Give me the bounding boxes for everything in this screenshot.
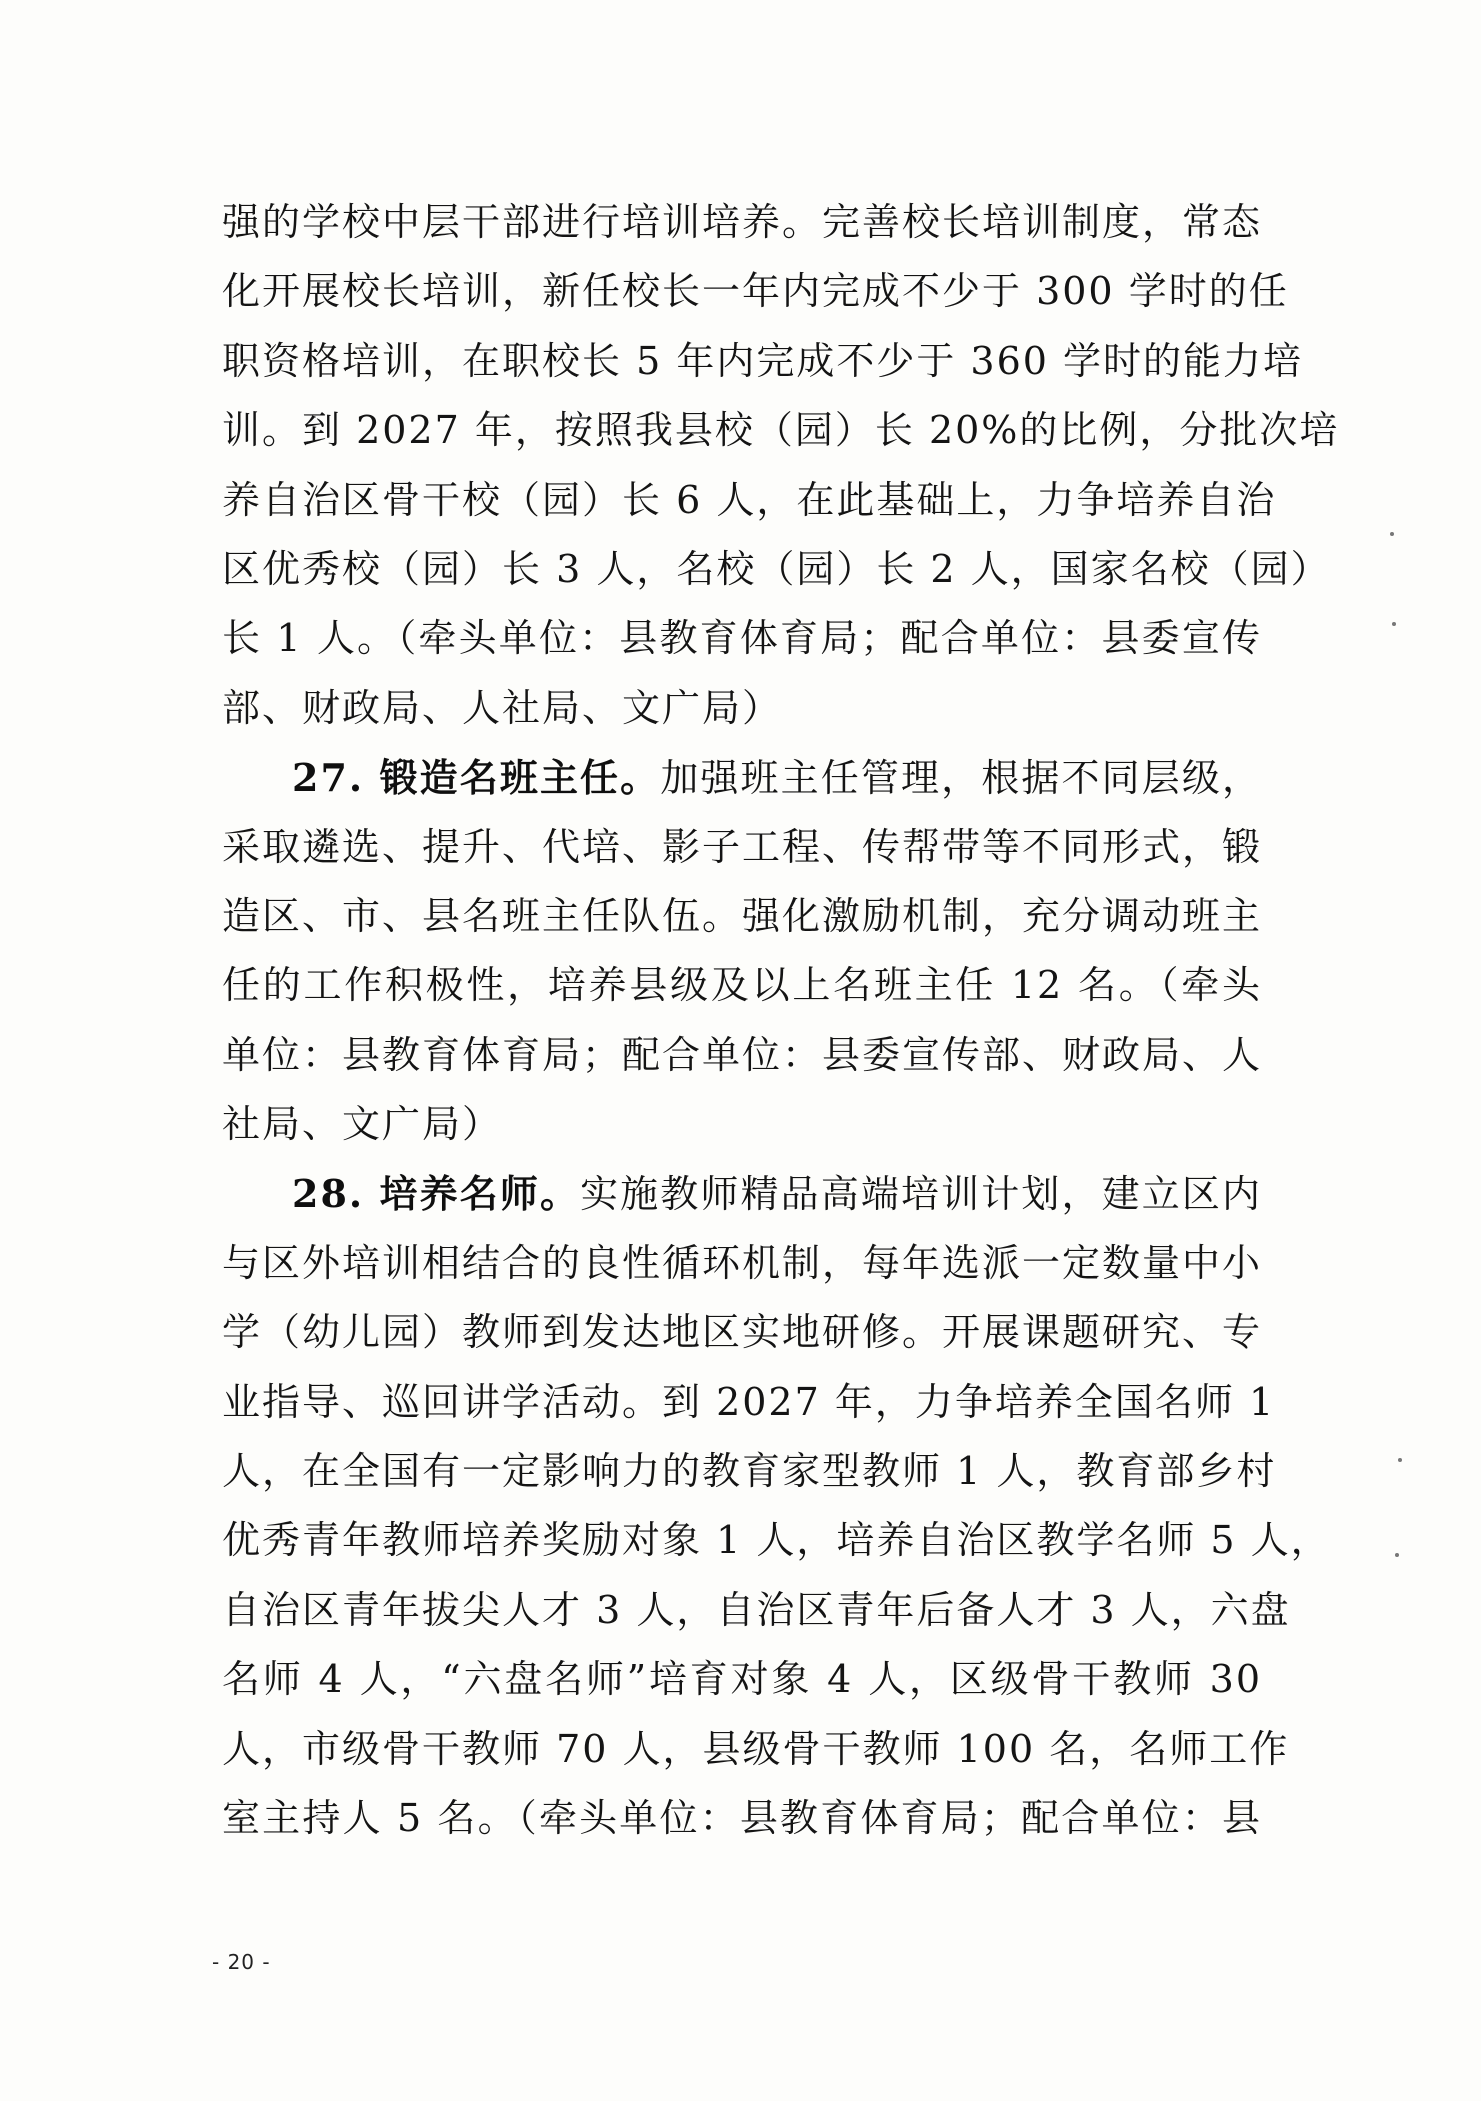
text-line: 长 1 人。（牵头单位：县教育体育局；配合单位：县委宣传 (222, 616, 1262, 661)
text-line: 优秀青年教师培养奖励对象 1 人，培养自治区教学名师 5 人， (222, 1518, 1331, 1563)
text-line: 社局、文广局） (222, 1102, 503, 1147)
text-line: 养自治区骨干校（园）长 6 人，在此基础上，力争培养自治 (222, 477, 1277, 522)
text-line: 强的学校中层干部进行培训培养。完善校长培训制度，常态 (222, 200, 1263, 244)
section-27-first-line (222, 743, 1262, 812)
text-line: 训。到 2027 年，按照我县校（园）长 20%的比例，分批次培 (222, 408, 1340, 453)
text-line: 与区外培训相结合的良性循环机制，每年选派一定数量中小 (222, 1240, 1263, 1285)
scan-speck (1395, 1553, 1399, 1557)
scan-speck (1390, 532, 1394, 536)
text-line: 职资格培训，在职校长 5 年内完成不少于 360 学时的能力培 (222, 338, 1304, 383)
section-28-first-line-text: 实施教师精品高端培训计划，建立区内 (580, 1172, 1262, 1217)
text-line: 区优秀校（园）长 3 人，名校（园）长 2 人，国家名校（园） (222, 546, 1331, 591)
text-line: 造区、市、县名班主任队伍。强化激励机制，充分调动班主 (222, 893, 1263, 938)
section-27-first-line-text: 加强班主任管理，根据不同层级， (660, 756, 1262, 801)
text-line: 人，市级骨干教师 70 人，县级骨干教师 100 名，名师工作 (222, 1726, 1290, 1771)
text-line: 室主持人 5 名。（牵头单位：县教育体育局；配合单位：县 (222, 1795, 1262, 1840)
text-line: 部、财政局、人社局、文广局） (222, 685, 783, 730)
scan-speck (1398, 1458, 1402, 1462)
text-line: 名师 4 人，“六盘名师”培育对象 4 人，区级骨干教师 30 (222, 1657, 1262, 1702)
text-line: 单位：县教育体育局；配合单位：县委宣传部、财政局、人 (222, 1032, 1263, 1077)
text-line: 业指导、巡回讲学活动。到 2027 年，力争培养全国名师 1 (222, 1379, 1276, 1424)
body-text (222, 188, 1340, 1853)
text-line: 化开展校长培训，新任校长一年内完成不少于 300 学时的任 (222, 269, 1289, 314)
text-line: 学（幼儿园）教师到发达地区实地研修。开展课题研究、专 (222, 1310, 1263, 1355)
section-28-heading: 28. 培养名师。 (292, 1171, 581, 1217)
text-line: 自治区青年拔尖人才 3 人，自治区青年后备人才 3 人，六盘 (222, 1587, 1291, 1632)
text-line: 任的工作积极性，培养县级及以上名班主任 12 名。（牵头 (222, 963, 1262, 1008)
section-27-heading: 27. 锻造名班主任。 (292, 755, 661, 801)
text-line: 人，在全国有一定影响力的教育家型教师 1 人，教育部乡村 (222, 1449, 1277, 1494)
text-line: 采取遴选、提升、代培、影子工程、传帮带等不同形式，锻 (222, 824, 1263, 869)
page-number: - 20 - (212, 1950, 271, 1974)
section-28-first-line (222, 1159, 1262, 1228)
scan-speck (1392, 622, 1396, 626)
